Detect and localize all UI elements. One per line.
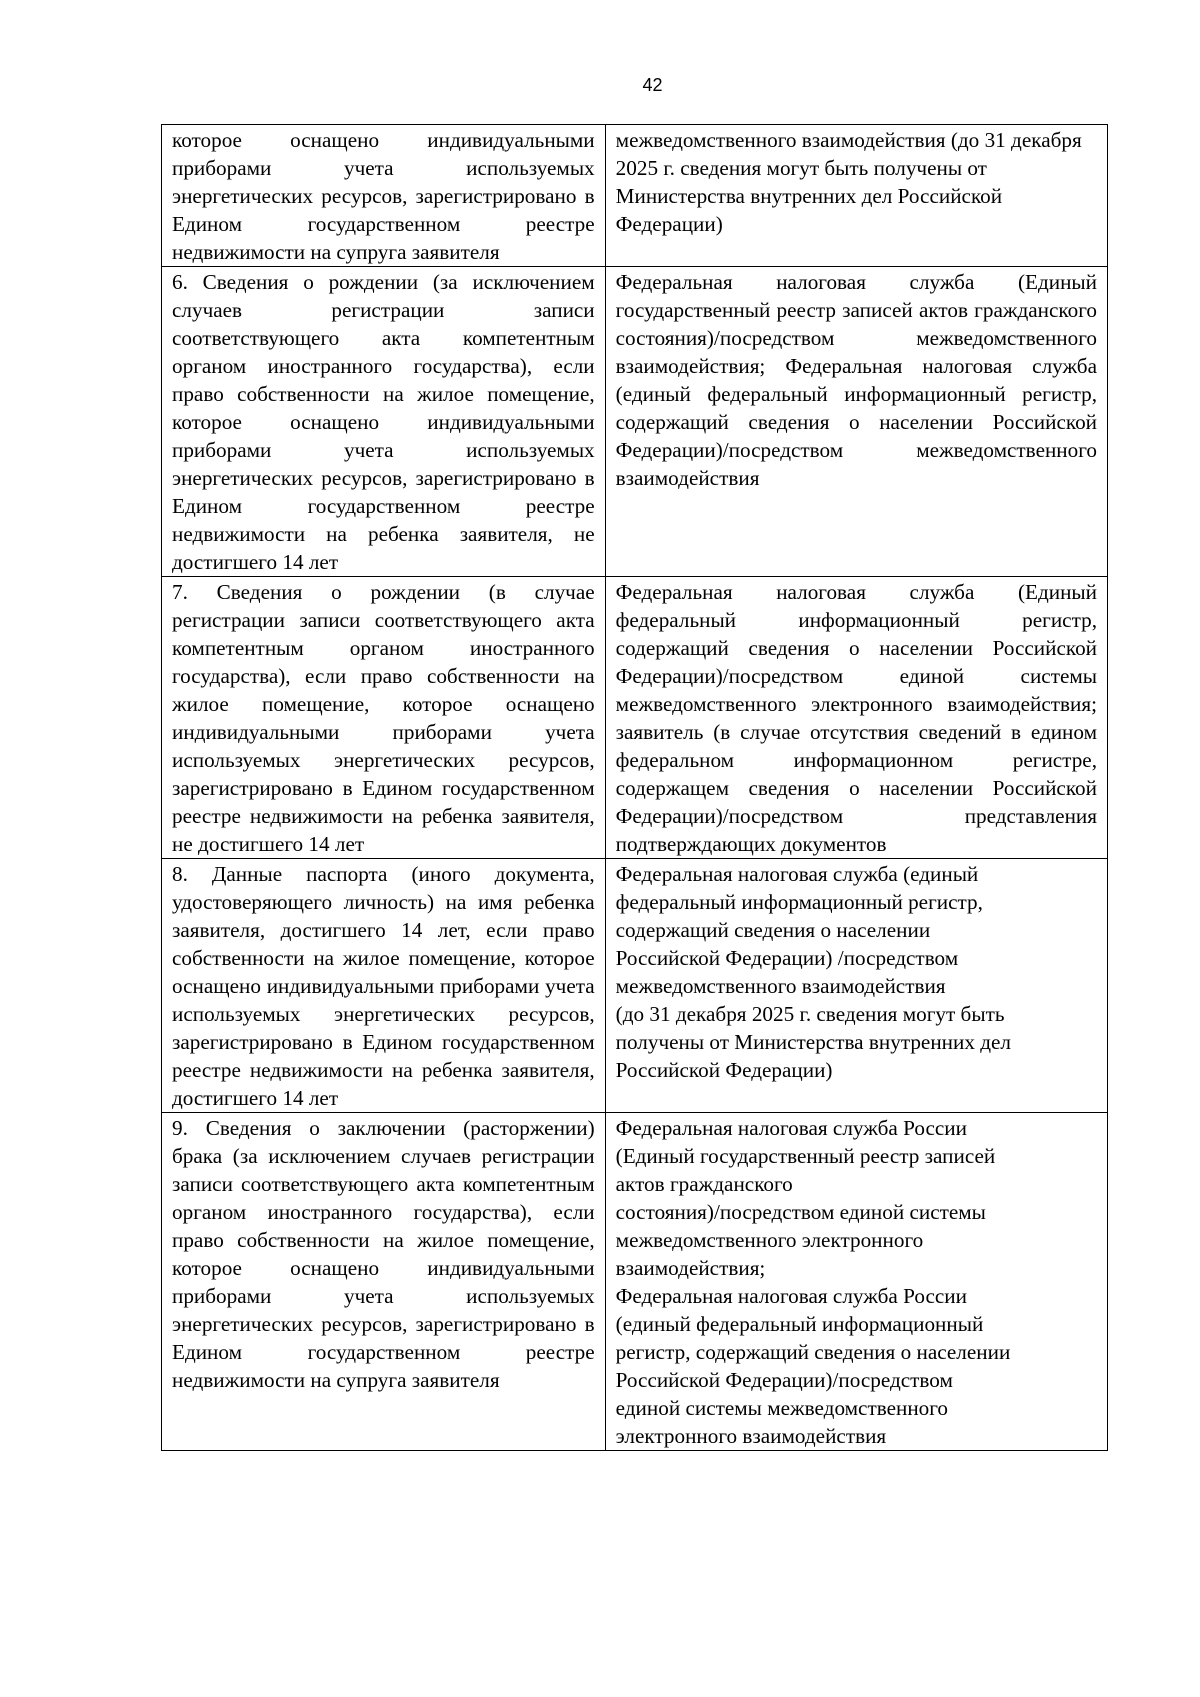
source-cell xyxy=(605,859,1107,1113)
source-cell: Федеральная налоговая служба (Единый государственный реестр записей актов гражданского состояния)/посредством межведомственного взаимодействия; Федеральная налоговая служба (единый федеральный информационный регистр, содержащий сведения о населении Российской Федерации)/посредством межведомственного взаимодействия xyxy=(605,267,1107,577)
requirements-table xyxy=(161,124,1108,1451)
source-line: Федеральная налоговая служба России xyxy=(615,1116,967,1140)
source-line: состояния)/посредством единой системы xyxy=(615,1200,986,1224)
source-line: федеральный информационный регистр, xyxy=(615,890,983,914)
source-line: Федеральная налоговая служба России xyxy=(615,1284,967,1308)
source-line: межведомственного взаимодействия xyxy=(615,974,946,998)
source-cell: Федеральная налоговая служба (Единый федеральный информационный регистр, содержащий сведения о населении Российской Федерации)/посредством единой системы межведомственного электронного взаимодействия; заявитель (в случае отсутствия сведений в едином федеральном информационном регистре, содержащем сведения о населении Российской Федерации)/посредством представления подтверждающих документов xyxy=(605,577,1107,859)
table-row xyxy=(162,859,1108,1113)
document-description-cell: 7. Сведения о рождении (в случае регистрации записи соответствующего акта компетентным органом иностранного государства), если право собственности на жилое помещение, которое оснащено индивидуальными приборами учета используемых энергетических ресурсов, зарегистрировано в Едином государственном реестре недвижимости на ребенка заявителя, не достигшего 14 лет xyxy=(162,577,606,859)
source-line: электронного взаимодействия xyxy=(615,1424,887,1448)
document-description-cell: 9. Сведения о заключении (расторжении) брака (за исключением случаев регистрации записи соответствующего акта компетентным органом иностранного государства), если право собственности на жилое помещение, которое оснащено индивидуальными приборами учета используемых энергетических ресурсов, зарегистрировано в Едином государственном реестре недвижимости на супруга заявителя xyxy=(162,1113,606,1451)
source-line: (Единый государственный реестр записей xyxy=(615,1144,996,1168)
page-number: 42 xyxy=(642,75,663,95)
source-line: Российской Федерации) xyxy=(615,1058,833,1082)
document-description-cell: 8. Данные паспорта (иного документа, удостоверяющего личность) на имя ребенка заявителя, достигшего 14 лет, если право собственности на жилое помещение, которое оснащено индивидуальными приборами учета используемых энергетических ресурсов, зарегистрировано в Едином государственном реестре недвижимости на ребенка заявителя, достигшего 14 лет xyxy=(162,859,606,1113)
source-line: единой системы межведомственного xyxy=(615,1396,949,1420)
document-description-cell: 6. Сведения о рождении (за исключением случаев регистрации записи соответствующего акта компетентным органом иностранного государства), если право собственности на жилое помещение, которое оснащено индивидуальными приборами учета используемых энергетических ресурсов, зарегистрировано в Едином государственном реестре недвижимости на ребенка заявителя, не достигшего 14 лет xyxy=(162,267,606,577)
table-row xyxy=(162,1113,1108,1451)
source-line: Российской Федерации)/посредством xyxy=(615,1368,953,1392)
source-line: содержащий сведения о населении xyxy=(615,918,931,942)
document-description-cell: которое оснащено индивидуальными приборами учета используемых энергетических ресурсов, зарегистрировано в Едином государственном реестре недвижимости на супруга заявителя xyxy=(162,125,606,267)
source-line: взаимодействия; xyxy=(615,1256,766,1280)
source-line: (до 31 декабря 2025 г. сведения могут быть xyxy=(615,1002,1005,1026)
source-line: (единый федеральный информационный xyxy=(615,1312,984,1336)
table-row xyxy=(162,577,1108,859)
source-line: межведомственного электронного xyxy=(615,1228,924,1252)
source-cell: межведомственного взаимодействия (до 31 декабря 2025 г. сведения могут быть получены от Министерства внутренних дел Российской Федерации) xyxy=(605,125,1107,267)
table-row xyxy=(162,125,1108,267)
source-line: Федеральная налоговая служба (единый xyxy=(615,862,979,886)
source-line: актов гражданского xyxy=(615,1172,793,1196)
table-row xyxy=(162,267,1108,577)
source-line: получены от Министерства внутренних дел xyxy=(615,1030,1011,1054)
source-line: Российской Федерации) /посредством xyxy=(615,946,959,970)
source-line: регистр, содержащий сведения о населении xyxy=(615,1340,1011,1364)
source-cell xyxy=(605,1113,1107,1451)
